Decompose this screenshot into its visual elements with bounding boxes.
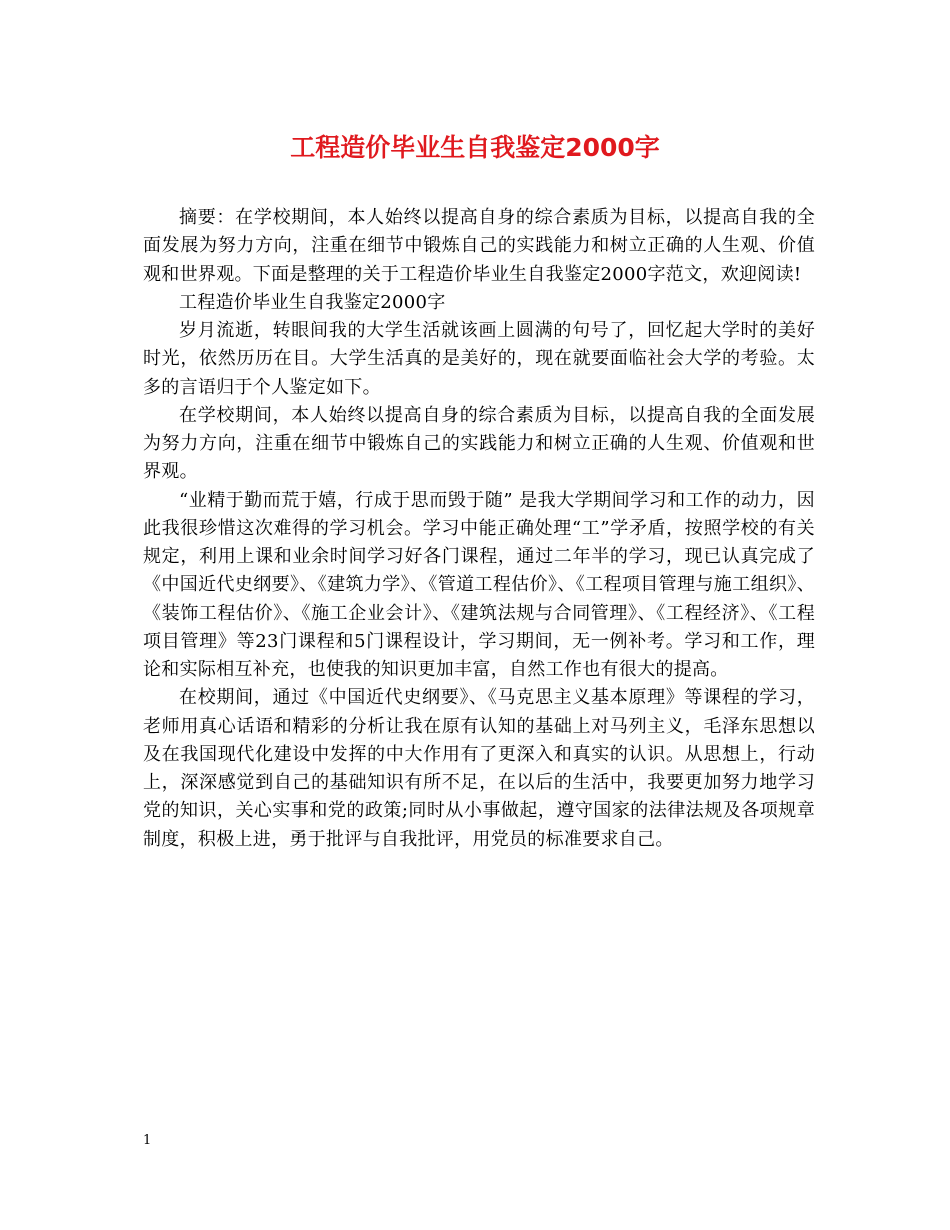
- page-number: 1: [143, 1133, 152, 1148]
- abstract-paragraph: 摘要：在学校期间，本人始终以提高自身的综合素质为目标，以提高自我的全面发展为努力方向，注重在细节中锻炼自己的实践能力和树立正确的人生观、价值观和世界观。下面是整理的关于工程造价毕业生自我鉴定2000字范文，欢迎阅读!: [143, 207, 815, 285]
- document-body: [143, 204, 815, 854]
- document-title: 工程造价毕业生自我鉴定2000字: [290, 133, 660, 162]
- body-paragraph: “业精于勤而荒于嬉，行成于思而毁于随” 是我大学期间学习和工作的动力，因此我很珍惜这次难得的学习机会。学习中能正确处理“工”学矛盾，按照学校的有关规定，利用上课和业余时间学习好各门课程，通过二年半的学习，现已认真完成了《中国近代史纲要》、《建筑力学》、《管道工程估价》、《工程项目管理与施工组织》、《装饰工程估价》、《施工企业会计》、《建筑法规与合同管理》、《工程经济》、《工程项目管理》等23门课程和5门课程设计，学习期间，无一例补考。学习和工作，理论和实际相互补充，也使我的知识更加丰富，自然工作也有很大的提高。: [143, 489, 815, 680]
- body-paragraph: 岁月流逝，转眼间我的大学生活就该画上圆满的句号了，回忆起大学时的美好时光，依然历历在目。大学生活真的是美好的，现在就要面临社会大学的考验。太多的言语归于个人鉴定如下。: [143, 320, 815, 398]
- section-heading: 工程造价毕业生自我鉴定2000字: [179, 291, 446, 313]
- body-paragraph: 在学校期间，本人始终以提高自身的综合素质为目标，以提高自我的全面发展为努力方向，注重在细节中锻炼自己的实践能力和树立正确的人生观、价值观和世界观。: [143, 404, 815, 483]
- body-paragraph: 在校期间，通过《中国近代史纲要》、《马克思主义基本原理》等课程的学习，老师用真心话语和精彩的分析让我在原有认知的基础上对马列主义，毛泽东思想以及在我国现代化建设中发挥的中大作用有了更深入和真实的认识。从思想上，行动上，深深感觉到自己的基础知识有所不足，在以后的生活中，我要更加努力地学习党的知识，关心实事和党的政策;同时从小事做起，遵守国家的法律法规及各项规章制度，积极上进，勇于批评与自我批评，用党员的标准要求自己。: [143, 687, 815, 850]
